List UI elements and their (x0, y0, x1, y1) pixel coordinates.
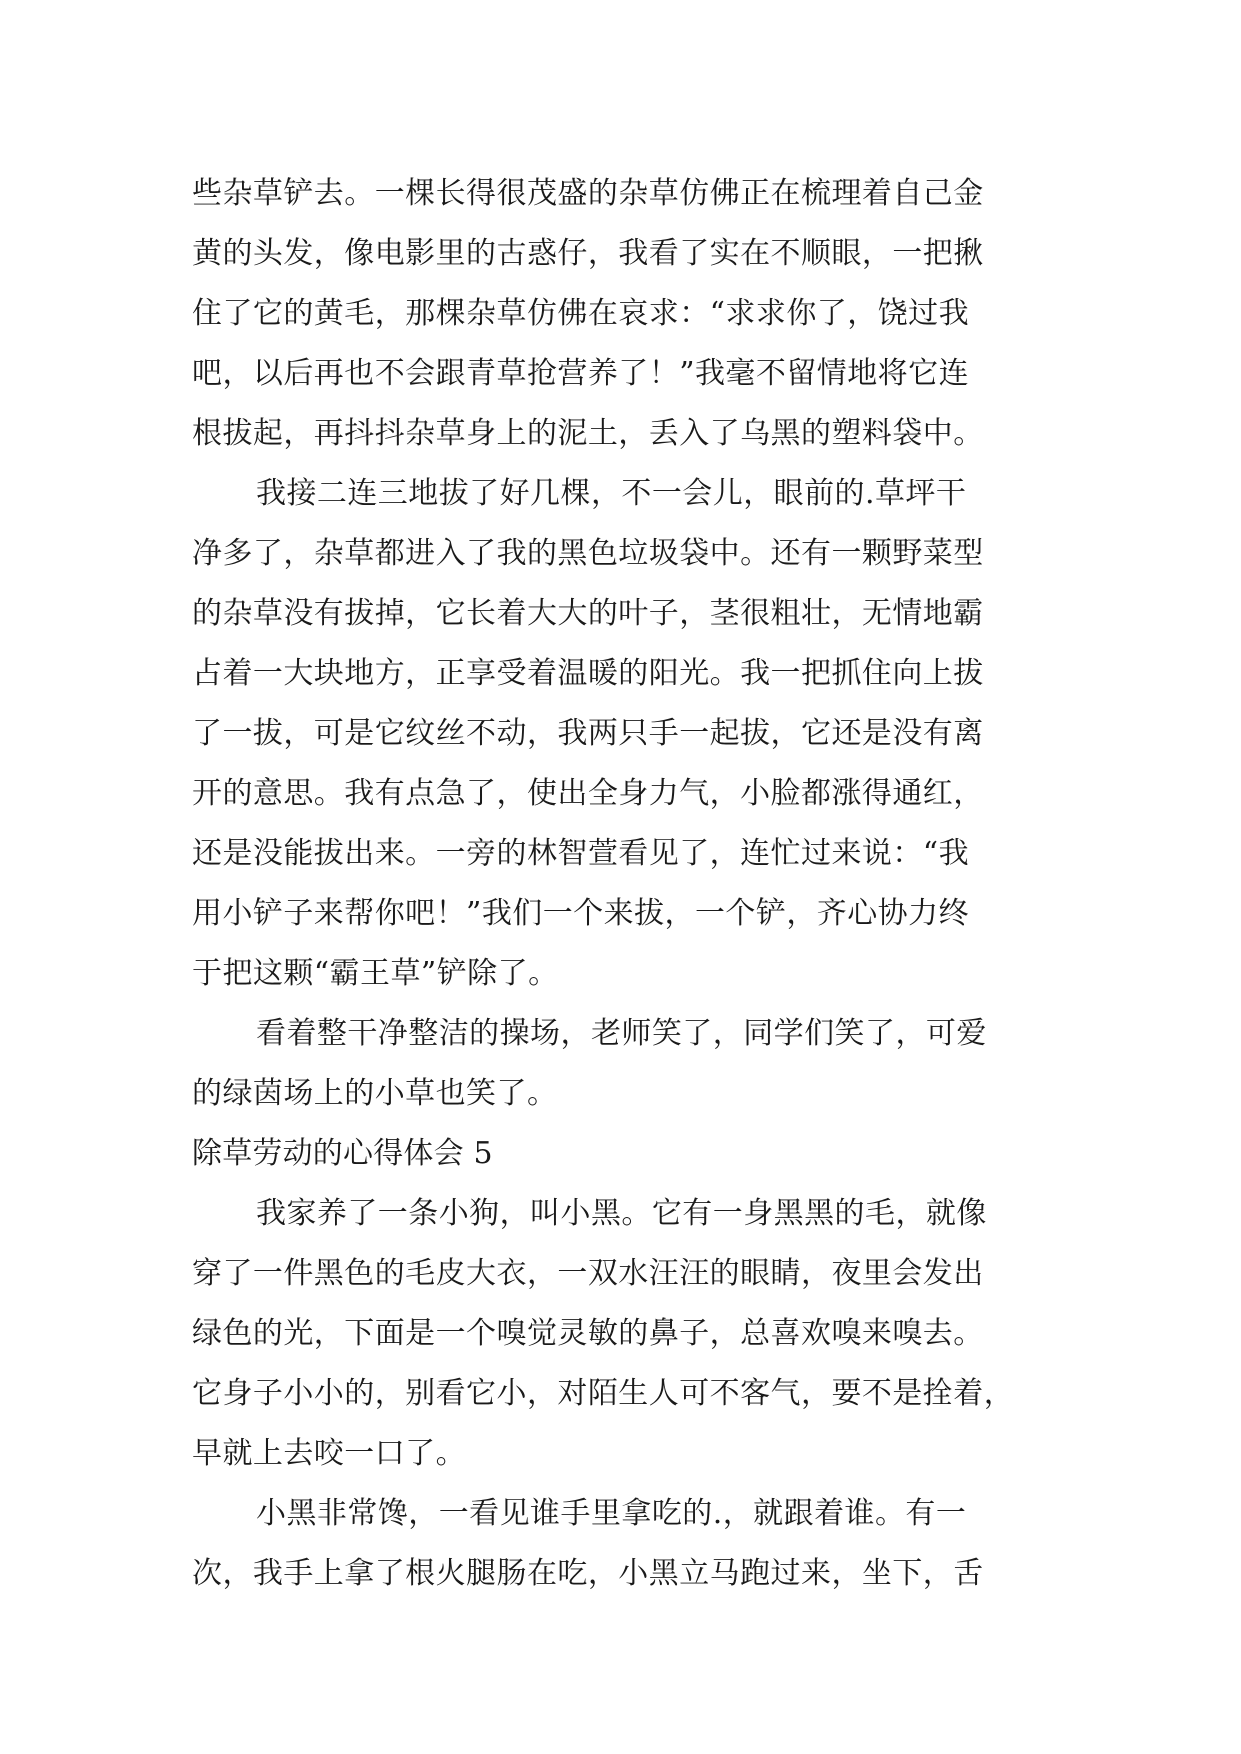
paragraph-line: 吧，以后再也不会跟青草抢营养了！”我毫不留情地将它连 (192, 356, 970, 391)
paragraph-line: 的杂草没有拔掉，它长着大大的叶子，茎很粗壮，无情地霸 (192, 596, 984, 631)
paragraph-line: 净多了，杂草都进入了我的黑色垃圾袋中。还有一颗野菜型 (192, 536, 984, 571)
paragraph-line: 的绿茵场上的小草也笑了。 (192, 1076, 558, 1111)
paragraph-line: 它身子小小的，别看它小，对陌生人可不客气，要不是拴着， (192, 1376, 1015, 1411)
paragraph-line: 用小铲子来帮你吧！”我们一个来拔，一个铲，齐心协力终 (192, 896, 970, 931)
paragraph-first-line: 小黑非常馋，一看见谁手里拿吃的.，就跟着谁。有一 (256, 1496, 967, 1531)
paragraph-line: 些杂草铲去。一棵长得很茂盛的杂草仿佛正在梳理着自己金 (192, 176, 984, 211)
paragraph-first-line: 我接二连三地拔了好几棵，不一会儿，眼前的.草坪干 (256, 476, 967, 511)
paragraph-line: 还是没能拔出来。一旁的林智萱看见了，连忙过来说：“我 (192, 836, 970, 871)
paragraph-line: 根拔起，再抖抖杂草身上的泥土，丢入了乌黑的塑料袋中。 (192, 416, 984, 451)
paragraph-line: 早就上去咬一口了。 (192, 1436, 467, 1471)
paragraph-line: 住了它的黄毛，那棵杂草仿佛在哀求：“求求你了，饶过我 (192, 296, 970, 331)
paragraph-line: 了一拔，可是它纹丝不动，我两只手一起拔，它还是没有离 (192, 716, 984, 751)
paragraph-line: 开的意思。我有点急了，使出全身力气，小脸都涨得通红， (192, 776, 984, 811)
section-heading: 除草劳动的心得体会 5 (192, 1136, 493, 1171)
body-text (192, 164, 1052, 1604)
paragraph-first-line: 我家养了一条小狗，叫小黑。它有一身黑黑的毛，就像 (256, 1196, 987, 1231)
paragraph-line: 次，我手上拿了根火腿肠在吃，小黑立马跑过来，坐下，舌 (192, 1556, 984, 1591)
paragraph-line: 于把这颗“霸王草”铲除了。 (192, 956, 559, 991)
paragraph-first-line: 看着整干净整洁的操场，老师笑了，同学们笑了，可爱 (256, 1016, 987, 1051)
paragraph-line: 占着一大块地方，正享受着温暖的阳光。我一把抓住向上拔 (192, 656, 984, 691)
paragraph-line: 穿了一件黑色的毛皮大衣，一双水汪汪的眼睛，夜里会发出 (192, 1256, 984, 1291)
paragraph-line: 绿色的光，下面是一个嗅觉灵敏的鼻子，总喜欢嗅来嗅去。 (192, 1316, 984, 1351)
paragraph-line: 黄的头发，像电影里的古惑仔，我看了实在不顺眼，一把揪 (192, 236, 984, 271)
